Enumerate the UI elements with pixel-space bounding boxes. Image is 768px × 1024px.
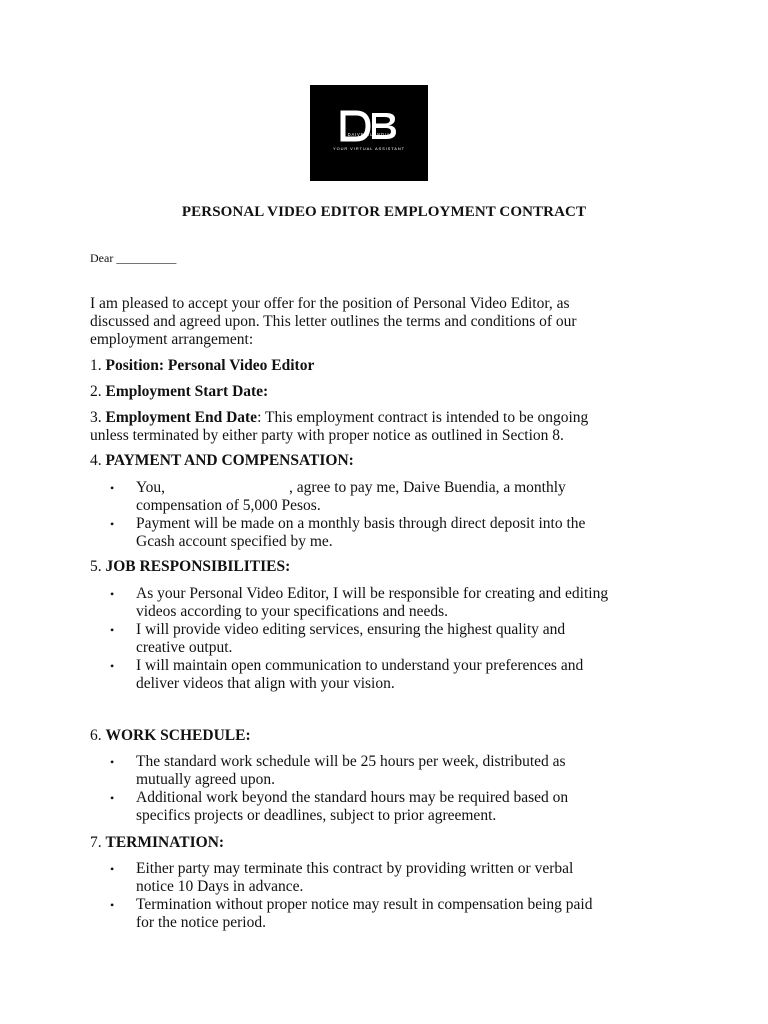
logo-name-text: DAIVE BUENDIA xyxy=(347,132,391,137)
bullet-icon: • xyxy=(110,862,115,876)
section-heading: Employment Start Date: xyxy=(105,383,269,400)
section-heading: PAYMENT AND COMPENSATION: xyxy=(105,452,354,469)
section-heading: JOB RESPONSIBILITIES: xyxy=(105,558,291,575)
intro-line: employment arrangement: xyxy=(90,331,254,348)
section-responsibilities xyxy=(90,558,690,576)
list-item xyxy=(108,657,688,693)
list-item xyxy=(108,860,688,896)
bullet-text: compensation of 5,000 Pesos. xyxy=(136,497,321,514)
termination-bullet-list xyxy=(108,860,688,932)
intro-line: discussed and agreed upon. This letter outlines the terms and conditions of our xyxy=(90,313,577,330)
bullet-text: As your Personal Video Editor, I will be responsible for creating and editing xyxy=(136,585,609,602)
bullet-text: creative output. xyxy=(136,639,233,656)
bullet-icon: • xyxy=(110,791,115,805)
section-heading: Position: Personal Video Editor xyxy=(105,357,315,374)
bullet-text: , agree to pay me, Daive Buendia, a monthly xyxy=(289,479,566,496)
list-item xyxy=(108,789,688,825)
bullet-icon: • xyxy=(110,587,115,601)
bullet-text: Additional work beyond the standard hours may be required based on xyxy=(136,789,569,806)
bullet-text: You, xyxy=(136,479,166,496)
responsibilities-bullet-list xyxy=(108,585,688,693)
section-heading: TERMINATION: xyxy=(105,834,225,851)
bullet-text: The standard work schedule will be 25 hours per week, distributed as xyxy=(136,753,566,770)
bullet-text: I will maintain open communication to understand your preferences and xyxy=(136,657,584,674)
intro-line: I am pleased to accept your offer for the position of Personal Video Editor, as xyxy=(90,295,570,312)
list-item xyxy=(108,479,688,515)
section-number: 7. xyxy=(90,834,102,851)
document-title: PERSONAL VIDEO EDITOR EMPLOYMENT CONTRACT xyxy=(181,204,587,220)
bullet-text: deliver videos that align with your vision. xyxy=(136,675,395,692)
bullet-icon: • xyxy=(110,623,115,637)
bullet-text: videos according to your specifications and needs. xyxy=(136,603,449,620)
db-logo-mark xyxy=(310,85,428,181)
bullet-text: Gcash account specified by me. xyxy=(136,533,333,550)
intro-paragraph xyxy=(90,295,650,349)
logo-tagline-text: YOUR VIRTUAL ASSISTANT xyxy=(333,146,405,151)
payment-bullet-list xyxy=(108,479,688,551)
salutation: Dear __________ xyxy=(90,251,177,265)
section-text: : This employment contract is intended to be ongoing xyxy=(257,409,589,426)
section-payment xyxy=(90,452,690,470)
section-number: 4. xyxy=(90,452,102,469)
schedule-bullet-list xyxy=(108,753,688,825)
bullet-text: Payment will be made on a monthly basis through direct deposit into the xyxy=(136,515,586,532)
section-number: 6. xyxy=(90,727,102,744)
section-heading: WORK SCHEDULE: xyxy=(105,727,251,744)
list-item xyxy=(108,896,688,932)
section-end-date xyxy=(90,409,690,445)
bullet-text: notice 10 Days in advance. xyxy=(136,878,304,895)
section-termination xyxy=(90,834,690,852)
bullet-icon: • xyxy=(110,898,115,912)
bullet-icon: • xyxy=(110,659,115,673)
company-logo xyxy=(310,85,428,181)
section-number: 3. xyxy=(90,409,102,426)
bullet-text: specifics projects or deadlines, subject to prior agreement. xyxy=(136,807,497,824)
bullet-icon: • xyxy=(110,517,115,531)
section-number: 5. xyxy=(90,558,102,575)
section-position xyxy=(90,357,690,375)
list-item xyxy=(108,585,688,621)
list-item xyxy=(108,621,688,657)
list-item xyxy=(108,753,688,789)
bullet-text: I will provide video editing services, ensuring the highest quality and xyxy=(136,621,566,638)
section-start-date xyxy=(90,383,690,401)
list-item xyxy=(108,515,688,551)
bullet-text: for the notice period. xyxy=(136,914,266,931)
bullet-icon: • xyxy=(110,755,115,769)
section-number: 2. xyxy=(90,383,102,400)
section-number: 1. xyxy=(90,357,102,374)
bullet-icon: • xyxy=(110,481,115,495)
section-work-schedule xyxy=(90,727,690,745)
section-text: unless terminated by either party with proper notice as outlined in Section 8. xyxy=(90,427,564,444)
section-heading: Employment End Date xyxy=(105,409,258,426)
bullet-text: Either party may terminate this contract by providing written or verbal xyxy=(136,860,574,877)
bullet-text: Termination without proper notice may result in compensation being paid xyxy=(136,896,593,913)
bullet-text: mutually agreed upon. xyxy=(136,771,276,788)
